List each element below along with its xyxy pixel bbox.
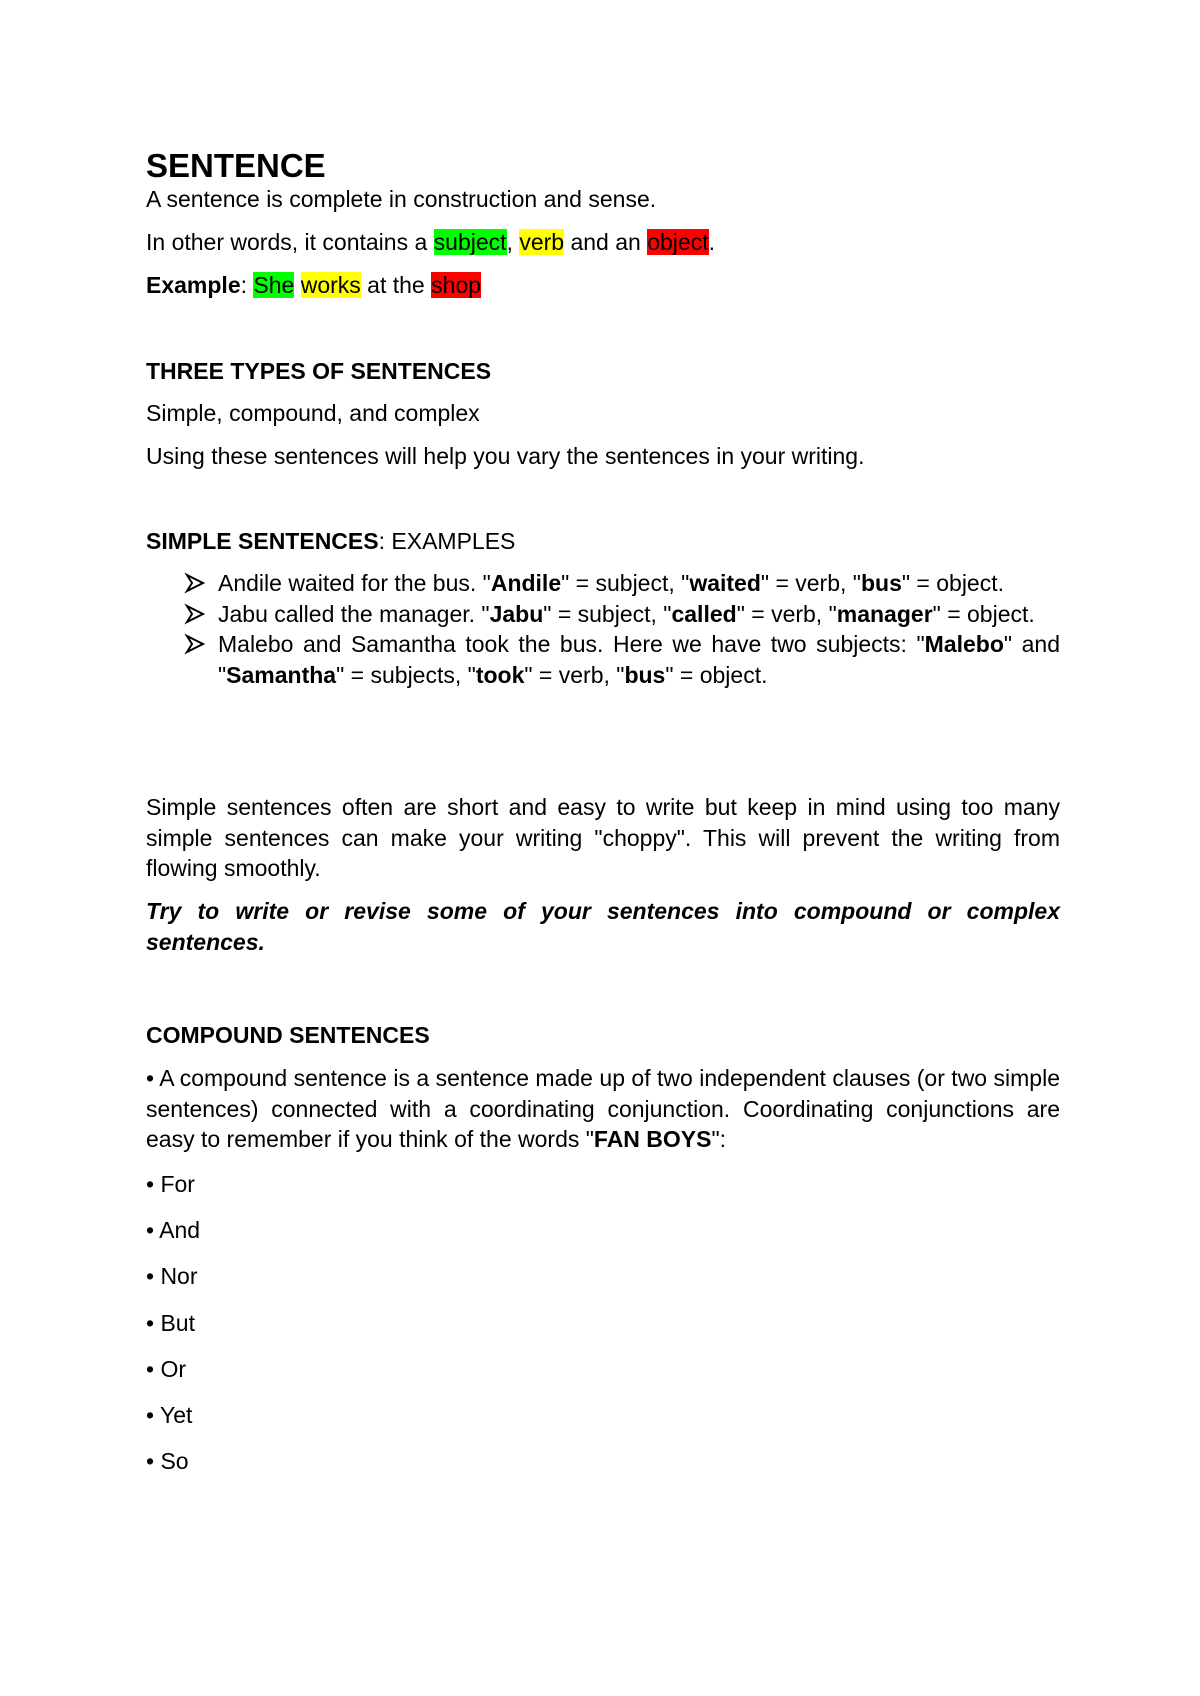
item-text: " = object. <box>665 661 768 688</box>
compound-paragraph <box>146 1063 1060 1155</box>
conjunction-item: • But <box>146 1310 195 1336</box>
intro-line-2-separator: , <box>506 229 520 255</box>
arrow-bullet-icon <box>184 572 206 594</box>
item-text: " = subjects, " <box>336 661 476 688</box>
simple-examples-list <box>146 568 1060 690</box>
types-heading: THREE TYPES OF SENTENCES <box>146 358 492 384</box>
item-text: " and " <box>218 631 1060 688</box>
verb-highlight: verb <box>519 229 565 255</box>
conjunction-item: • Yet <box>146 1402 193 1428</box>
item-bold: called <box>671 600 737 627</box>
item-bold: Jabu <box>489 600 544 627</box>
item-bold: took <box>475 661 525 688</box>
item-text: Andile waited for the bus. " <box>218 570 491 596</box>
intro-line-2-middle: and an <box>564 229 648 255</box>
item-text: " = verb, " <box>736 600 837 627</box>
list-item <box>146 599 1060 630</box>
item-bold: bus <box>860 570 902 596</box>
example-colon: : <box>240 272 254 298</box>
conjunction-item: • So <box>146 1448 189 1474</box>
item-text: Malebo and Samantha took the bus. Here we have two subjects: " <box>218 631 925 657</box>
item-bold: Andile <box>490 570 562 596</box>
conjunction-item: • Nor <box>146 1263 198 1289</box>
item-text: " = verb, " <box>524 661 625 688</box>
intro-line-1: A sentence is complete in construction and sense. <box>146 186 657 212</box>
intro-line-2-text: In other words, it contains a <box>146 229 434 255</box>
compound-paragraph-text: • A compound sentence is a sentence made up of two independent clauses (or two simple sentences) connected with a coordinating conjunction. Coordinating conjunctions are easy to remember if you think of the words " <box>146 1065 1060 1152</box>
simple-heading <box>146 526 515 556</box>
item-bold: Malebo <box>924 631 1004 657</box>
example-object-highlight: shop <box>431 272 481 298</box>
arrow-bullet-icon <box>184 633 206 655</box>
item-bold: bus <box>624 661 666 688</box>
fan-boys-label: FAN BOYS <box>593 1126 712 1152</box>
item-text: " = object. <box>932 600 1035 627</box>
arrow-bullet-icon <box>184 603 206 625</box>
conjunction-item: • Or <box>146 1356 186 1382</box>
simple-heading-rest: : EXAMPLES <box>378 528 516 554</box>
item-text: " = subject, " <box>543 600 672 627</box>
types-line-1: Simple, compound, and complex <box>146 400 480 426</box>
conjunction-item: • For <box>146 1171 195 1197</box>
compound-paragraph-end: ": <box>711 1126 727 1152</box>
intro-line-2 <box>146 227 715 257</box>
example-label: Example <box>146 272 241 298</box>
example-middle: at the <box>360 272 432 298</box>
example-space <box>294 272 300 298</box>
conjunction-item: • And <box>146 1217 201 1243</box>
item-text: " = object. <box>901 570 1005 596</box>
item-bold: manager <box>836 600 933 627</box>
simple-note: Simple sentences often are short and easy to write but keep in mind using too many simple sentences can make your writing "choppy". This will prevent the writing from flowing smoothly. <box>146 794 1060 881</box>
intro-line-2-end: . <box>708 229 715 255</box>
example-line <box>146 270 481 300</box>
item-bold: waited <box>689 570 761 596</box>
example-subject-highlight: She <box>253 272 295 298</box>
item-bold: Samantha <box>226 661 337 688</box>
simple-tip: Try to write or revise some of your sentences into compound or complex sentences. <box>146 898 1060 955</box>
item-text: Jabu called the manager. " <box>218 600 490 627</box>
object-highlight: object <box>647 229 709 255</box>
page-title: SENTENCE <box>146 147 326 184</box>
item-text: " = verb, " <box>760 570 861 596</box>
simple-heading-bold: SIMPLE SENTENCES <box>146 528 379 554</box>
subject-highlight: subject <box>433 229 507 255</box>
example-verb-highlight: works <box>300 272 361 298</box>
list-item <box>146 629 1060 690</box>
item-text: " = subject, " <box>561 570 690 596</box>
types-line-2: Using these sentences will help you vary the sentences in your writing. <box>146 443 865 469</box>
compound-heading: COMPOUND SENTENCES <box>146 1022 430 1048</box>
list-item <box>146 568 1060 599</box>
